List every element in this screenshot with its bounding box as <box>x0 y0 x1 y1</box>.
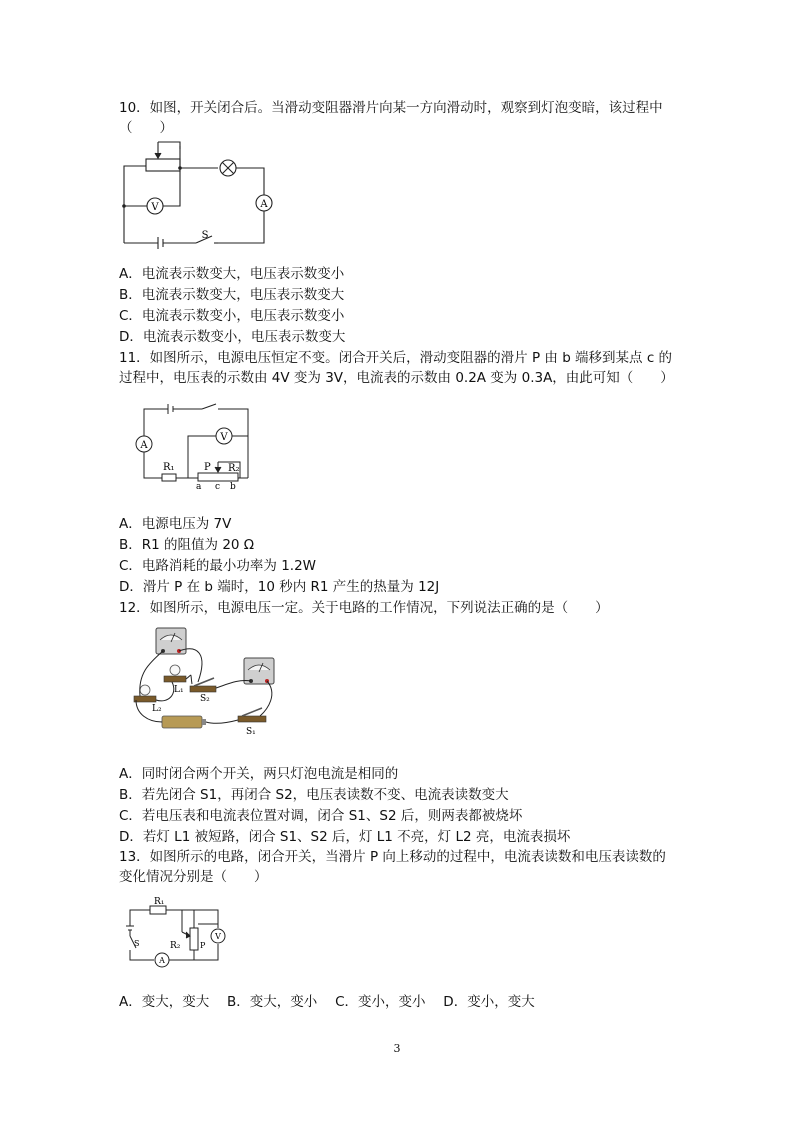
q12-option-d: D．若灯 L1 被短路，闭合 S1、S2 后，灯 L1 不亮，灯 L2 亮，电流表损坏 <box>119 829 571 845</box>
q10-option-c: C．电流表示数变小，电压表示数变小 <box>119 308 345 324</box>
q13-circuit-diagram <box>124 896 240 972</box>
q11-r2-label: R₂ <box>228 463 240 474</box>
q10-option-b: B．电流表示数变大，电压表示数变大 <box>119 287 345 303</box>
q13-voltmeter-label: V <box>215 932 221 941</box>
q10-option-d: D．电流表示数变小，电压表示数变大 <box>119 329 346 345</box>
q11-circuit-diagram <box>132 402 256 492</box>
page-number: 3 <box>393 1042 401 1055</box>
q11-stem-line2: 过程中，电压表的示数由 4V 变为 3V，电流表的示数由 0.2A 变为 0.3A，由此可知（ ） <box>119 370 674 386</box>
q11-option-b: B．R1 的阻值为 20 Ω <box>119 537 255 553</box>
q13-options: A．变大，变大 B．变大，变小 C．变小，变小 D．变小，变大 <box>119 994 535 1010</box>
q12-physical-circuit-picture <box>128 624 280 742</box>
meter-right-icon <box>244 658 274 684</box>
q11-b-label: b <box>230 482 236 492</box>
battery-icon <box>162 716 206 728</box>
q10-circuit-diagram <box>118 138 278 250</box>
q11-ammeter-label: A <box>140 440 148 451</box>
q11-option-d: D．滑片 P 在 b 端时，10 秒内 R1 产生的热量为 12J <box>119 579 440 595</box>
q10-stem-line1: 10．如图，开关闭合后。当滑动变阻器滑片向某一方向滑动时，观察到灯泡变暗，该过程中 <box>119 100 663 116</box>
q12-s2-label: S₂ <box>200 694 210 704</box>
q11-r1-label: R₁ <box>163 462 175 473</box>
q11-option-c: C．电路消耗的最小功率为 1.2W <box>119 558 317 574</box>
bulb-l1-icon <box>164 665 186 682</box>
q11-a-label: a <box>196 482 202 492</box>
q13-ammeter-label: A <box>159 956 165 965</box>
q12-l1-label: L₁ <box>174 685 184 695</box>
q11-p-label: P <box>204 462 211 473</box>
q10-ammeter-label: A <box>260 199 268 210</box>
q12-option-a: A．同时闭合两个开关，两只灯泡电流是相同的 <box>119 766 399 782</box>
q10-option-a: A．电流表示数变大，电压表示数变小 <box>119 266 345 282</box>
q12-l2-label: L₂ <box>152 704 162 714</box>
q10-voltmeter-label: V <box>151 202 159 213</box>
q12-s1-label: S₁ <box>246 727 256 737</box>
q13-s-label: S <box>134 939 140 948</box>
bulb-l2-icon <box>134 685 156 702</box>
switch-s2-icon <box>190 678 216 692</box>
q11-voltmeter-label: V <box>220 432 228 443</box>
q13-r2-label: R₂ <box>170 941 181 951</box>
q13-r1-label: R₁ <box>154 897 165 907</box>
q11-c-label: c <box>215 482 221 492</box>
q10-stem-line2: （ ） <box>119 120 173 136</box>
q11-stem-line1: 11．如图所示，电源电压恒定不变。闭合开关后，滑动变阻器的滑片 P 由 b 端移到某点 c 的 <box>119 350 673 366</box>
q10-switch-label: S <box>201 230 209 241</box>
q13-stem-line1: 13．如图所示的电路，闭合开关，当滑片 P 向上移动的过程中，电流表读数和电压表读数的 <box>119 849 666 865</box>
q13-p-label: P <box>200 941 206 950</box>
q12-stem-line1: 12．如图所示，电源电压一定。关于电路的工作情况，下列说法正确的是（ ） <box>119 600 609 616</box>
q12-option-b: B．若先闭合 S1，再闭合 S2，电压表读数不变、电流表读数变大 <box>119 787 509 803</box>
q12-option-c: C．若电压表和电流表位置对调，闭合 S1、S2 后，则两表都被烧坏 <box>119 808 523 824</box>
q11-option-a: A．电源电压为 7V <box>119 516 232 532</box>
q13-stem-line2: 变化情况分别是（ ） <box>119 869 268 885</box>
